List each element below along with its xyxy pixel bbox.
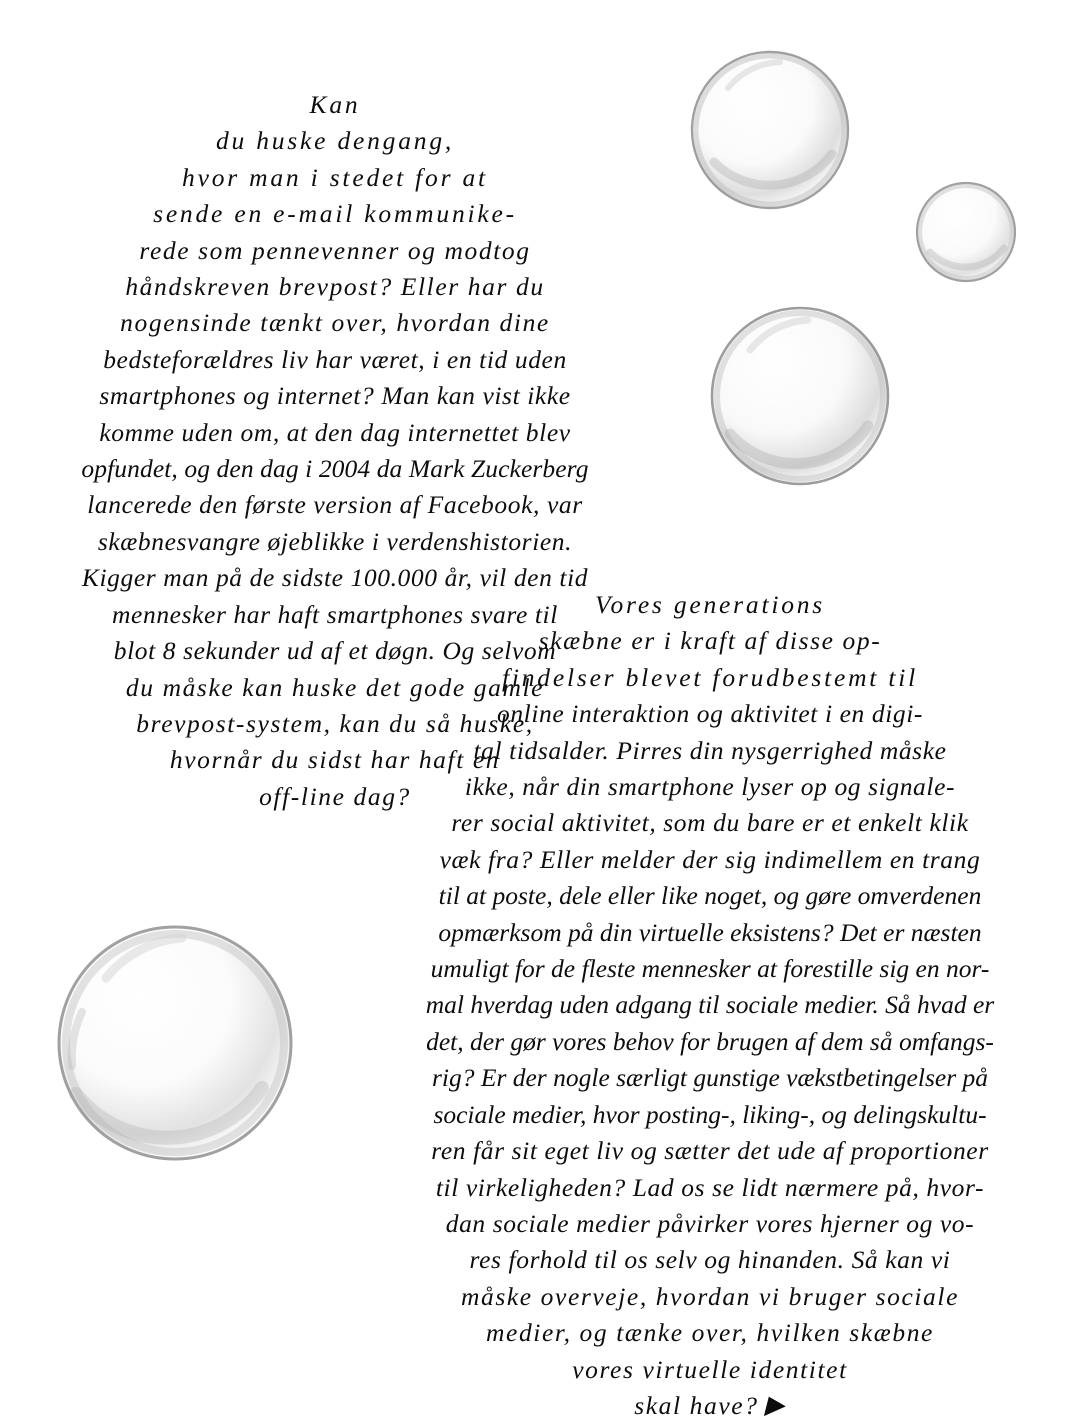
text-line: ren får sit eget liv og sætter det ude af proportioner — [431, 1136, 989, 1166]
text-line: sociale medier, hvor posting-, liking-, og delingskultu- — [433, 1099, 987, 1129]
text-line: dan sociale medier påvirker vores hjerner og vo- — [445, 1208, 975, 1238]
text-line: Vores generations — [594, 590, 826, 619]
text-line: umuligt for de fleste mennesker at forestille sig en nor- — [430, 954, 990, 984]
text-line: hvor man i stedet for at — [182, 162, 488, 192]
text-line: blot 8 sekunder ud af et døgn. Og selvom — [113, 636, 557, 666]
text-line: rede som pennevenner og modtog — [139, 235, 531, 265]
text-line: mennesker har haft smartphones svare til — [112, 599, 558, 629]
bubble-bottom-left-icon — [48, 916, 302, 1170]
text-line: brevpost-system, kan du så huske, — [136, 708, 534, 738]
text-line: rig? Er der nogle særligt gunstige vækstbetingelser på — [431, 1063, 988, 1093]
text-line: skæbnesvangre øjeblikke i verdenshistorien. — [97, 526, 573, 556]
text-line: måske overveje, hvordan vi bruger sociale — [460, 1281, 960, 1311]
text-line: du måske kan huske det gode gamle — [125, 672, 545, 702]
text-line — [370, 1389, 1050, 1425]
text-line: smartphones og internet? Man kan vist ikke — [99, 381, 571, 411]
text-line: væk fra? Eller melder der sig indimellem en trang — [439, 844, 981, 874]
text-line: du huske dengang, — [215, 126, 455, 156]
text-line: mal hverdag uden adgang til sociale medier. Så hvad er — [425, 990, 995, 1020]
text-line: til at poste, dele eller like noget, og gøre omverdenen — [438, 881, 982, 911]
text-line: online interaktion og aktivitet i en digi- — [496, 699, 924, 729]
text-line: ikke, når din smartphone lyser op og signale- — [464, 772, 956, 802]
text-line: Kigger man på de sidste 100.000 år, vil den tid — [81, 563, 589, 593]
text-line-text: skal have? — [634, 1390, 759, 1420]
bubble-top-small-icon — [912, 178, 1020, 286]
text-line: tal tidsalder. Pirres din nysgerrighed måske — [473, 735, 947, 765]
text-line: håndskreven brevpost? Eller har du — [125, 272, 545, 302]
text-line: opmærksom på din virtuelle eksistens? Det er næsten — [438, 917, 982, 947]
text-line: hvornår du sidst har haft en — [169, 745, 501, 775]
paragraph-generation-fate — [370, 588, 1050, 1425]
text-line: findelser blevet forudbestemt til — [501, 662, 919, 692]
text-line: skæbne er i kraft af disse op- — [538, 626, 882, 656]
bubble-middle-icon — [704, 300, 896, 492]
text-line: komme uden om, at den dag internettet blev — [99, 417, 571, 447]
text-line: nogensinde tænkt over, hvordan dine — [120, 308, 550, 338]
text-line: lancerede den første version af Facebook, var — [87, 490, 583, 520]
text-line: opfundet, og den dag i 2004 da Mark Zuckerberg — [81, 454, 589, 484]
text-line: Kan — [309, 90, 361, 119]
text-line: medier, og tænke over, hvilken skæbne — [486, 1318, 934, 1348]
text-line: res forhold til os selv og hinanden. Så kan vi — [469, 1245, 951, 1275]
text-line: vores virtuelle identitet — [572, 1354, 848, 1384]
text-line: sende en e-mail kommunike- — [153, 199, 517, 229]
text-line: off-line dag? — [259, 781, 411, 811]
text-line: det, der gør vores behov for brugen af dem så omfangs- — [426, 1026, 994, 1056]
text-line: til virkeligheden? Lad os se lidt nærmere på, hvor- — [435, 1172, 985, 1202]
text-line: bedsteforældres liv har været, i en tid uden — [103, 344, 567, 374]
text-line: rer social aktivitet, som du bare er et enkelt klik — [451, 808, 969, 838]
bubble-top-large-icon — [684, 44, 856, 216]
continue-arrow-icon: ▶ — [764, 1389, 786, 1419]
